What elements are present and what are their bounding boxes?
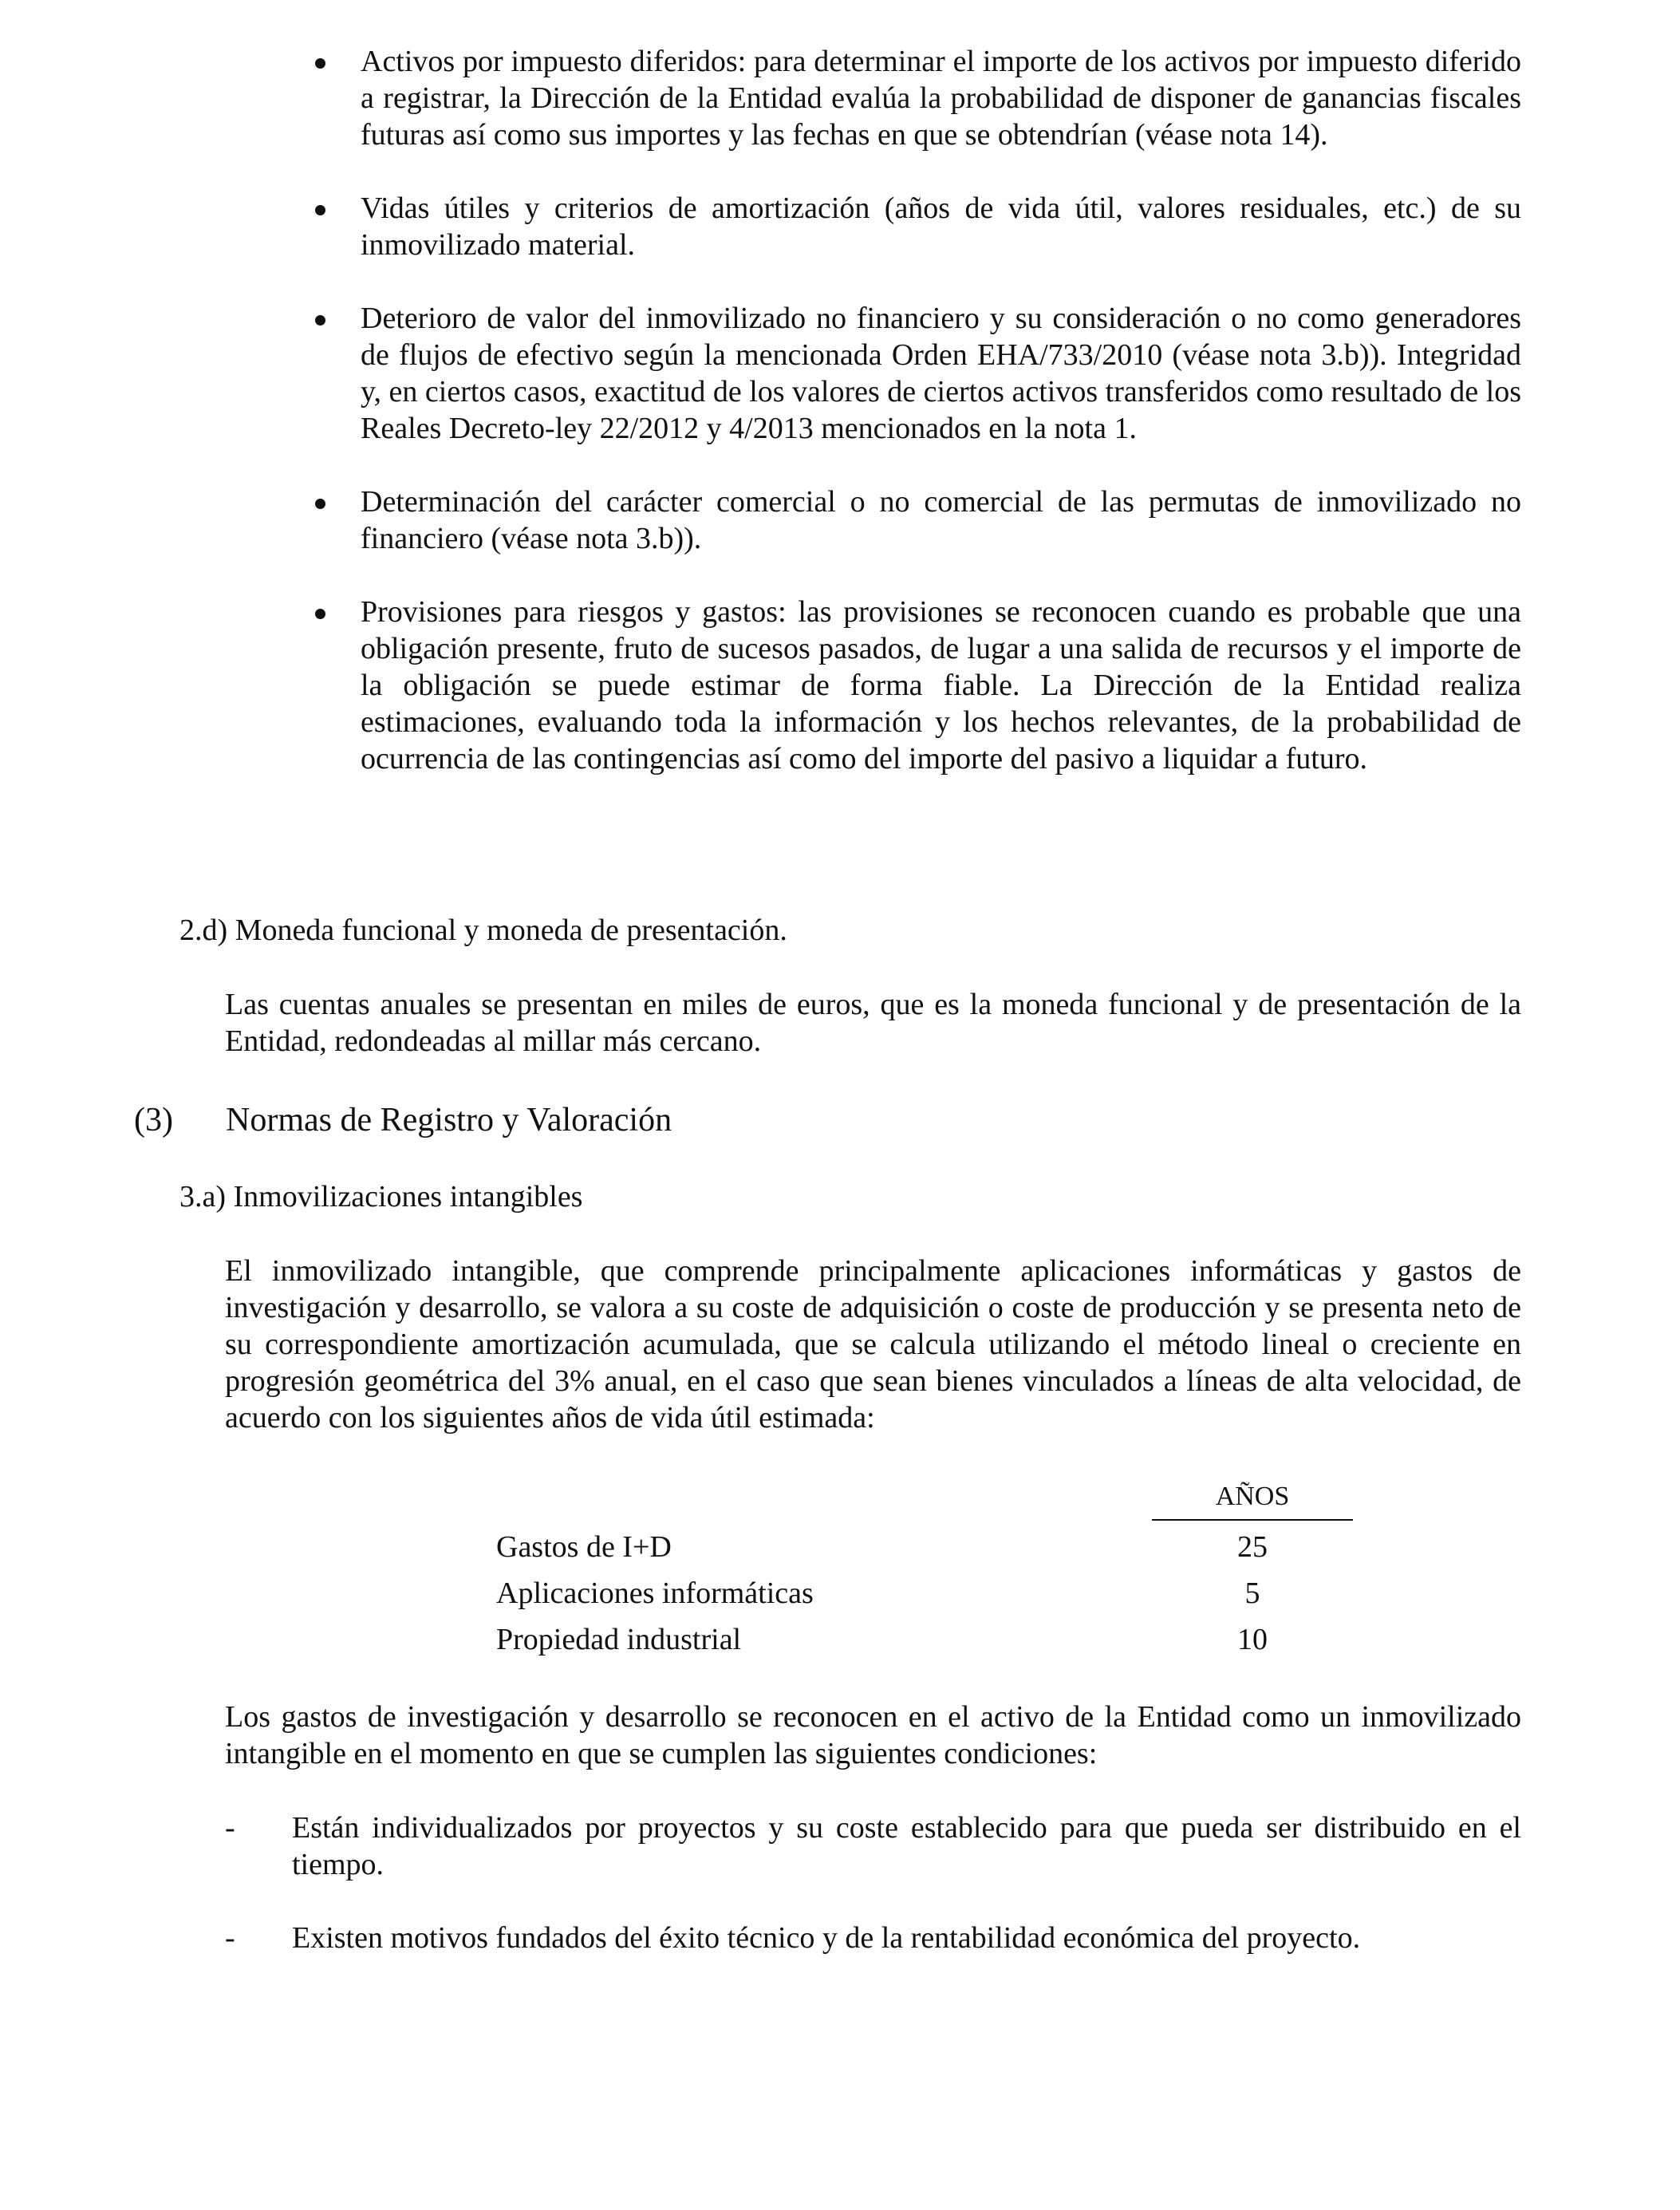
table-row-label: Aplicaciones informáticas [496, 1577, 814, 1610]
bullet-text: Provisiones para riesgos y gastos: las provisiones se reconocen cuando es probable que una obligación presente, fruto de sucesos pasados, de lugar a una salida de recursos y el importe de la obligación se puede estimar de forma fiable. La Dirección de la Entidad realiza estimaciones, evaluando toda la información y los hechos relevantes, de la probabilidad de ocurrencia de las contingencias así como del importe del pasivo a liquidar a futuro. [361, 595, 1521, 775]
bullet-text: Vidas útiles y criterios de amortización (años de vida útil, valores residuales, etc.) de su inmovilizado material. [361, 191, 1521, 262]
subsection-3a-heading: 3.a) Inmovilizaciones intangibles [179, 1180, 583, 1214]
list-item [225, 1809, 1521, 1883]
list-item-text: Existen motivos fundados del éxito técnico y de la rentabilidad económica del proyecto. [292, 1921, 1361, 1955]
bullet-item [315, 483, 1521, 557]
bullet-icon [315, 315, 325, 326]
section-title: Normas de Registro y Valoración [226, 1102, 672, 1139]
list-item [225, 1920, 1521, 1956]
estimates-bullet-list [315, 43, 1521, 814]
bullet-text: Determinación del carácter comercial o no comercial de las permutas de inmovilizado no financiero (véase nota 3.b)). [361, 485, 1521, 555]
table-row-value: 25 [1237, 1530, 1268, 1564]
bullet-text: Deterioro de valor del inmovilizado no financiero y su consideración o no como generadores de flujos de efectivo según la mencionada Orden EHA/733/2010 (véase nota 3.b)). Integridad y, en ciertos casos, exactitud de los valores de ciertos activos transferidos como resultado de los Reales Decreto-ley 22/2012 y 4/2013 mencionados en la nota 1. [361, 302, 1521, 445]
table-row-label: Propiedad industrial [496, 1623, 742, 1656]
table-row-label: Gastos de I+D [496, 1530, 672, 1564]
subsection-2d-heading: 2.d) Moneda funcional y moneda de presentación. [179, 914, 787, 947]
conditions-list [225, 1809, 1521, 1993]
table-row-value: 10 [1237, 1623, 1268, 1656]
section-number: (3) [134, 1102, 173, 1139]
dash-marker: - [225, 1921, 235, 1955]
bullet-icon [315, 205, 325, 215]
bullet-item [315, 43, 1521, 153]
table-row-value: 5 [1244, 1577, 1260, 1610]
table-column-header: AÑOS [1152, 1479, 1353, 1521]
bullet-item [315, 190, 1521, 263]
bullet-item [315, 594, 1521, 777]
bullet-icon [315, 499, 325, 509]
table-row [496, 1575, 1358, 1621]
bullet-icon [315, 58, 325, 69]
subsection-2d-paragraph: Las cuentas anuales se presentan en miles de euros, que es la moneda funcional y de presentación de la Entidad, redondeadas al millar más cercano. [225, 988, 1521, 1058]
bullet-icon [315, 609, 325, 619]
table-row [496, 1621, 1358, 1667]
dash-marker: - [225, 1811, 235, 1845]
rd-conditions-paragraph: Los gastos de investigación y desarrollo se reconocen en el activo de la Entidad como un inmovilizado intangible en el momento en que se cumplen las siguientes condiciones: [225, 1700, 1521, 1770]
bullet-item [315, 300, 1521, 447]
list-item-text: Están individualizados por proyectos y su coste establecido para que pueda ser distribuido en el tiempo. [292, 1811, 1521, 1881]
bullet-text: Activos por impuesto diferidos: para determinar el importe de los activos por impuesto diferido a registrar, la Dirección de la Entidad evalúa la probabilidad de disponer de ganancias fiscales futuras así como sus importes y las fechas en que se obtendrían (véase nota 14). [361, 45, 1521, 152]
subsection-3a-paragraph: El inmovilizado intangible, que comprende principalmente aplicaciones informáticas y gastos de investigación y desarrollo, se valora a su coste de adquisición o coste de producción y se presenta neto de su correspondiente amortización acumulada, que se calcula utilizando el método lineal o creciente en progresión geométrica del 3% anual, en el caso que sean bienes vinculados a líneas de alta velocidad, de acuerdo con los siguientes años de vida útil estimada: [225, 1254, 1521, 1435]
section-3-heading [134, 1102, 672, 1139]
table-row [496, 1529, 1358, 1575]
